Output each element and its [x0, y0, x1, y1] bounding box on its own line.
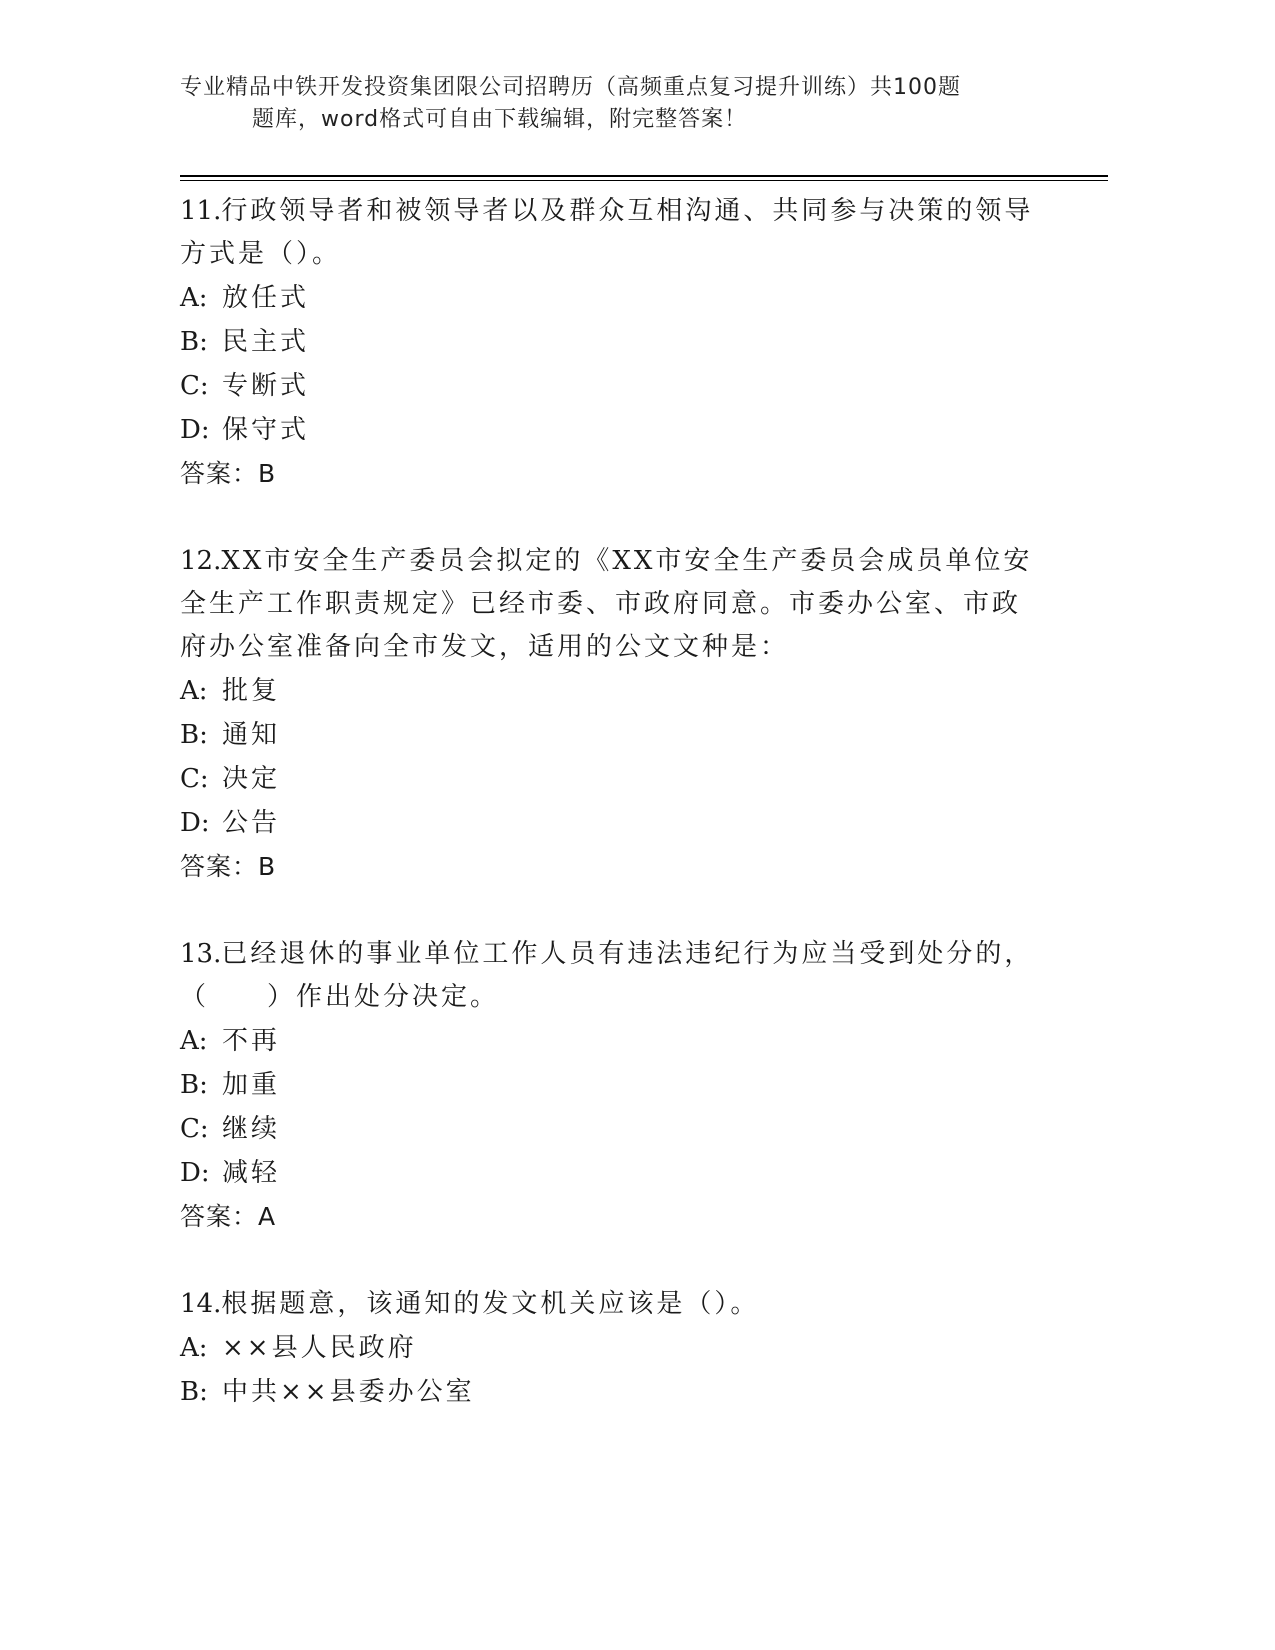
option-c [180, 1107, 1040, 1151]
option-letter: B: [180, 1070, 208, 1100]
option-letter: C: [180, 1114, 209, 1144]
option-letter: D: [180, 808, 210, 838]
option-text: 加重 [222, 1070, 281, 1100]
option-text: 专断式 [222, 371, 310, 401]
question-number: 13. [180, 939, 222, 969]
option-text: 继续 [222, 1114, 281, 1144]
option-letter: A: [180, 676, 208, 706]
option-a [180, 1019, 1040, 1063]
question-12 [180, 540, 1040, 889]
answer-line: 答案：B [180, 459, 277, 488]
answer-line: 答案：A [180, 1202, 277, 1231]
header-divider-thin [180, 180, 1108, 181]
option-c [180, 364, 1040, 408]
header-divider-thick [180, 175, 1108, 177]
option-text: 决定 [222, 764, 281, 794]
option-b [180, 1063, 1040, 1107]
option-c [180, 757, 1040, 801]
question-number: 14. [180, 1289, 222, 1319]
question-stem [180, 1283, 1040, 1326]
option-text: 不再 [222, 1026, 281, 1056]
option-letter: B: [180, 327, 208, 357]
question-number: 11. [180, 196, 222, 226]
option-b [180, 713, 1040, 757]
question-stem [180, 933, 1040, 1019]
option-text: ××县人民政府 [222, 1333, 417, 1363]
question-14 [180, 1283, 1040, 1414]
question-stem [180, 540, 1040, 669]
option-d [180, 1151, 1040, 1195]
question-text: 根据题意，该通知的发文机关应该是（）。 [221, 1289, 760, 1319]
option-letter: A: [180, 1026, 208, 1056]
document-header [180, 72, 1080, 136]
question-stem [180, 190, 1040, 276]
option-b [180, 1370, 1040, 1414]
option-d [180, 408, 1040, 452]
question-13 [180, 933, 1040, 1239]
option-letter: D: [180, 1158, 210, 1188]
option-letter: D: [180, 415, 210, 445]
option-text: 公告 [222, 808, 281, 838]
option-text: 放任式 [222, 283, 310, 313]
option-text: 减轻 [222, 1158, 281, 1188]
option-text: 通知 [222, 720, 281, 750]
option-letter: A: [180, 1333, 208, 1363]
option-letter: A: [180, 283, 208, 313]
question-11 [180, 190, 1040, 496]
option-letter: C: [180, 371, 209, 401]
option-text: 民主式 [222, 327, 310, 357]
question-text: 已经退休的事业单位工作人员有违法违纪行为应当受到处分的，（ ）作出处分决定。 [180, 939, 1034, 1012]
option-text: 中共××县委办公室 [222, 1377, 475, 1407]
option-letter: C: [180, 764, 209, 794]
option-letter: B: [180, 720, 208, 750]
option-text: 批复 [222, 676, 281, 706]
question-text: 行政领导者和被领导者以及群众互相沟通、共同参与决策的领导方式是（）。 [180, 196, 1034, 269]
header-title-line-1: 专业精品中铁开发投资集团限公司招聘历（高频重点复习提升训练）共100题 [180, 75, 961, 100]
header-title-line-2: 题库，word格式可自由下载编辑，附完整答案！ [252, 107, 748, 132]
question-text: XX市安全生产委员会拟定的《XX市安全生产委员会成员单位安全生产工作职责规定》已经市委、市政府同意。市委办公室、市政府办公室准备向全市发文，适用的公文文种是： [180, 546, 1033, 662]
option-d [180, 801, 1040, 845]
question-number: 12. [180, 546, 222, 576]
option-a [180, 669, 1040, 713]
option-a [180, 276, 1040, 320]
option-b [180, 320, 1040, 364]
option-a [180, 1326, 1040, 1370]
option-text: 保守式 [222, 415, 310, 445]
question-list [180, 190, 1040, 1458]
answer-line: 答案：B [180, 852, 277, 881]
option-letter: B: [180, 1377, 208, 1407]
